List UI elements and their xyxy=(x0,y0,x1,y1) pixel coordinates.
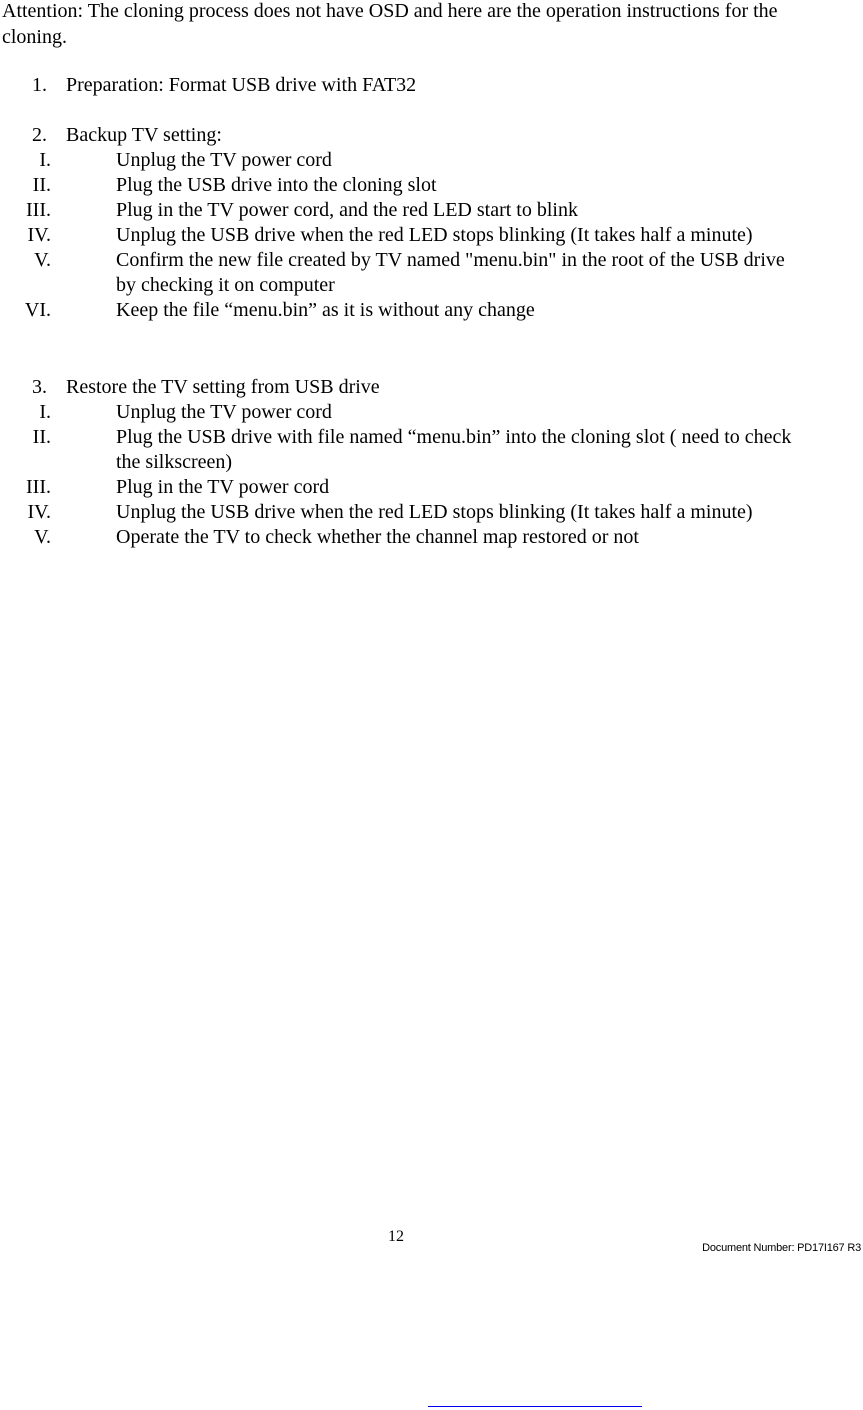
list-item xyxy=(0,198,806,223)
step-numeral: IV. xyxy=(27,501,51,523)
section-heading xyxy=(0,123,863,148)
section-backup xyxy=(0,123,863,323)
section-number: 3. xyxy=(32,376,47,398)
step-numeral: I. xyxy=(39,401,51,423)
list-item xyxy=(0,148,806,173)
step-text: Plug in the TV power cord, and the red LED start to blink xyxy=(116,199,578,221)
list-item xyxy=(0,223,806,248)
step-text: Plug the USB drive with file named “menu.bin” into the cloning slot ( need to check the silkscreen) xyxy=(116,426,792,473)
list-item xyxy=(0,248,806,298)
list-item xyxy=(0,500,806,525)
restore-steps-list xyxy=(0,400,863,550)
list-item xyxy=(0,173,806,198)
page-number: 12 xyxy=(388,1228,404,1245)
document-number: Document Number: PD17I167 R3 xyxy=(702,1242,861,1254)
backup-steps-list xyxy=(0,148,863,323)
attention-paragraph: Attention: The cloning process does not have OSD and here are the operation instructions for the cloning. xyxy=(2,0,778,48)
step-text: Operate the TV to check whether the channel map restored or not xyxy=(116,526,639,548)
step-text: Unplug the USB drive when the red LED stops blinking (It takes half a minute) xyxy=(116,224,753,246)
step-text: Plug the USB drive into the cloning slot xyxy=(116,174,437,196)
step-numeral: II. xyxy=(32,174,51,196)
bottom-link-underline[interactable] xyxy=(428,1406,642,1407)
step-numeral: I. xyxy=(39,149,51,171)
section-number: 1. xyxy=(32,74,47,96)
step-text: Keep the file “menu.bin” as it is without any change xyxy=(116,299,535,321)
step-text: Plug in the TV power cord xyxy=(116,476,330,498)
list-item xyxy=(0,525,806,550)
section-heading xyxy=(0,73,863,98)
section-title: Preparation: Format USB drive with FAT32 xyxy=(66,74,417,96)
list-item xyxy=(0,425,806,475)
section-heading xyxy=(0,375,863,400)
list-item xyxy=(0,298,806,323)
list-item xyxy=(0,475,806,500)
step-numeral: IV. xyxy=(27,224,51,246)
step-numeral: V. xyxy=(34,249,51,271)
step-text: Unplug the TV power cord xyxy=(116,401,332,423)
step-numeral: VI. xyxy=(24,299,51,321)
section-title: Restore the TV setting from USB drive xyxy=(66,376,380,398)
section-number: 2. xyxy=(32,124,47,146)
step-numeral: II. xyxy=(32,426,51,448)
step-numeral: III. xyxy=(26,476,51,498)
step-numeral: V. xyxy=(34,526,51,548)
section-restore xyxy=(0,375,863,550)
list-item xyxy=(0,400,806,425)
step-text: Unplug the TV power cord xyxy=(116,149,332,171)
step-text: Unplug the USB drive when the red LED stops blinking (It takes half a minute) xyxy=(116,501,753,523)
step-numeral: III. xyxy=(26,199,51,221)
step-text: Confirm the new file created by TV named "menu.bin" in the root of the USB drive by checking it on computer xyxy=(116,249,785,296)
section-title: Backup TV setting: xyxy=(66,124,222,146)
section-preparation xyxy=(0,73,863,98)
